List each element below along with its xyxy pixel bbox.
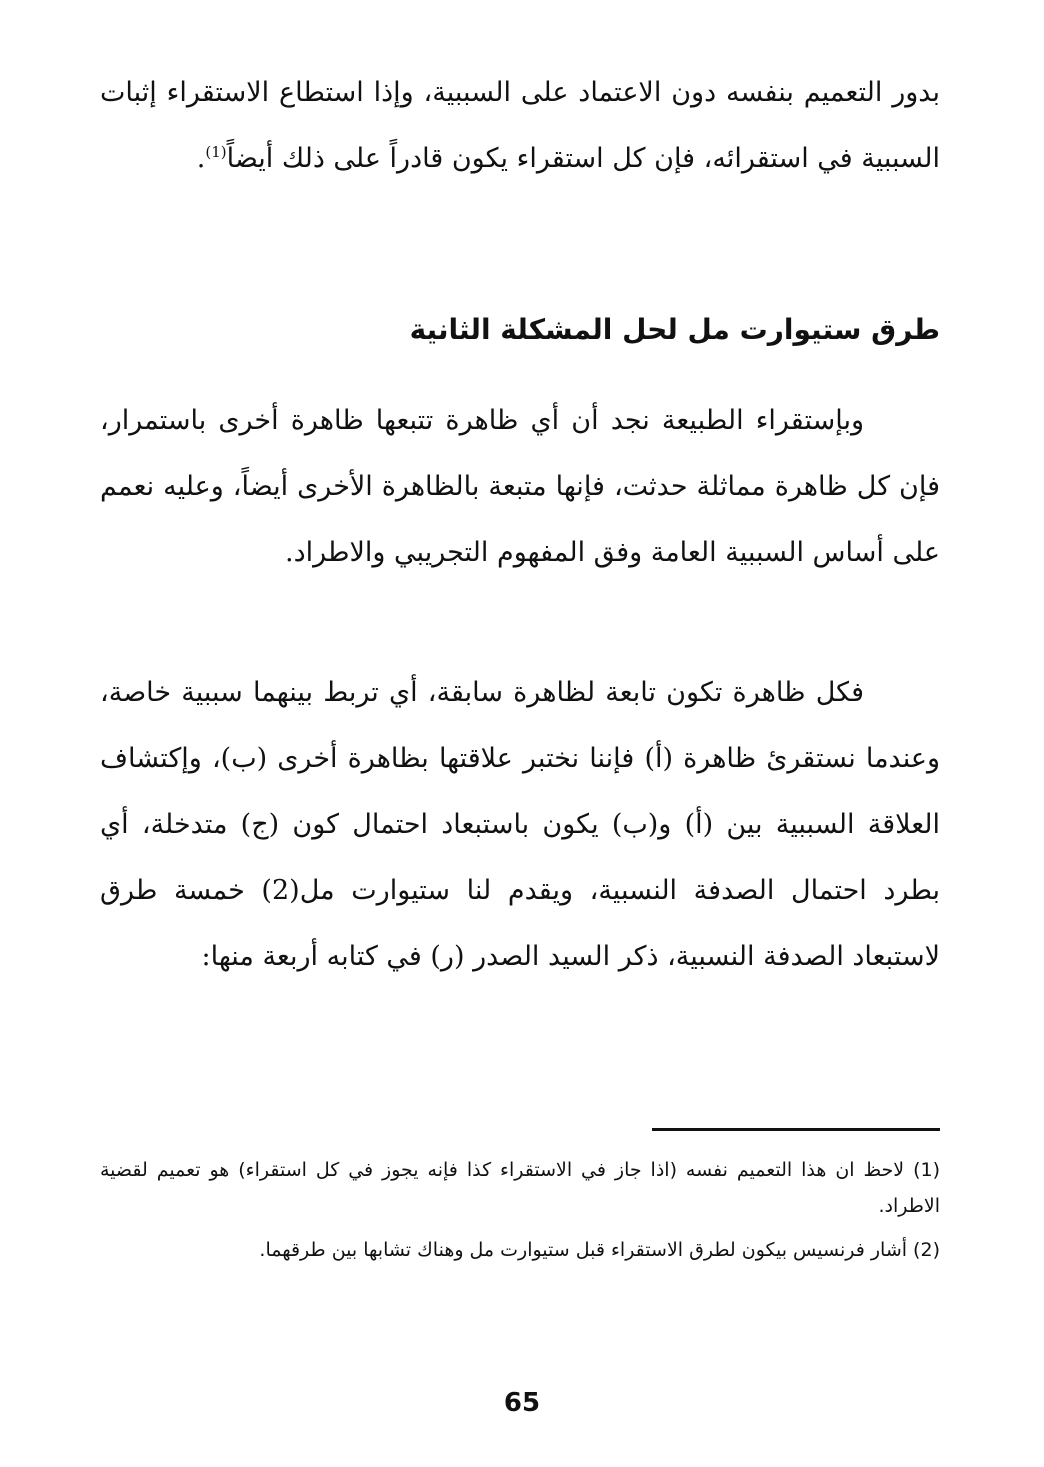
footnote-2: (2) أشار فرنسيس بيكون لطرق الاستقراء قبل ستيوارت مل وهناك تشابها بين طرقهما.: [259, 1239, 940, 1261]
footnote-separator: [652, 1128, 940, 1131]
body-paragraph-2: وبإستقراء الطبيعة نجد أن أي ظاهرة تتبعها ظاهرة أخرى باستمرار، فإن كل ظاهرة مماثلة حدثت، فإنها متبعة بالظاهرة الأخرى أيضاً، وعليه نعمم على أساس السببية العامة وفق المفهوم التجريبي والاطراد.: [100, 405, 940, 568]
document-page: [100, 60, 940, 1420]
section-heading: طرق ستيوارت مل لحل المشكلة الثانية: [409, 313, 940, 346]
body-paragraph-3: فكل ظاهرة تكون تابعة لظاهرة سابقة، أي تربط بينهما سببية خاصة، وعندما نستقرئ ظاهرة (أ) فإننا نختبر علاقتها بظاهرة أخرى (ب)، وإكتشاف العلاقة السببية بين (أ) و(ب) يكون باستبعاد احتمال كون (ج) متدخلة، أي بطرد احتمال الصدفة النسبية، ويقدم لنا ستيوارت مل(2) خمسة طرق لاستبعاد الصدفة النسبية، ذكر السيد الصدر (ر) في كتابه أربعة منها:: [100, 677, 940, 972]
paragraph-1-text: بدور التعميم بنفسه دون الاعتماد على السببية، وإذا استطاع الاستقراء إثبات السببية في استقرائه، فإن كل استقراء يكون قادراً على ذلك أيضاً: [100, 77, 940, 174]
page-number: 65: [503, 1388, 541, 1418]
footnote-reference-1: (1): [205, 143, 227, 161]
footnotes-section: [100, 1152, 940, 1276]
paragraph-1-end: .: [196, 143, 206, 174]
body-paragraph-1: [100, 60, 940, 192]
footnote-1: (1) لاحظ ان هذا التعميم نفسه (اذا جاز في الاستقراء كذا فإنه يجوز في كل استقراء) هو تعميم لقضية الاطراد.: [100, 1159, 940, 1217]
